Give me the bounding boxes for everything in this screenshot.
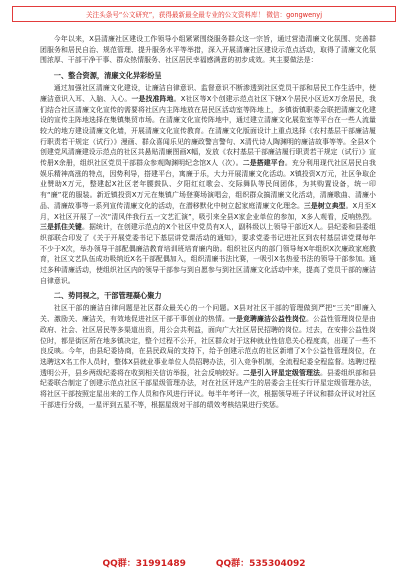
body-text-run: 。充分利用现代社区居民自我娱乐精神高涨的特点，因势利导，搭建平台，寓廉于乐，大力开展清廉文化活动。X镇投资X万元，社区争取企业赞助X万元，整建起X社区老年腰鼓队、夕阳红红歌会、交际舞队等民间团体，为其购置设备，统一印有“廉”花的服装。新近镇投资X万元在集镇广场登赛场演唱会，组织群众搞清廉文化活动，清廉歌曲、清廉小品、清廉故事等一系列宣传清廉文化的活动，在潜移默化中树立起家庭清廉文化理念。 [40, 159, 376, 210]
bold-lead-phrase: 三是树立典型 [303, 201, 346, 210]
footer-contact [0, 556, 408, 572]
body-text-run: 。据统计，在创建示范点的X个社区中党员有X人，副科级以上领导干部近X人。县纪委和县委组织部联合印发了《关于开展党委书记下基层讲党课活动的通知》，要求党委书记进社区到农村基层讲党课每年不少于X次，举办领导干部配偶廉洁教育培训班培育廉内助。组织社区内的部门领导每X年组织X次廉政家庭教育，社区文艺队伍成功吸纳近X名干部配偶加入，组织清廉书法比赛，一吸引X名热爱书法的领导干部参加。通过多种清廉活动，使组织社区内的领导干部参与到自愿参与到社区清廉文化活动中来，提高了党员干部的廉洁自律意识。 [40, 223, 376, 285]
bold-lead-phrase: 二是搭建平台 [242, 159, 285, 168]
body-text-run: 社区干部的廉洁自律问题是社区群众最关心的一个问题。X县对社区干部的管理做到严把“三关”即廉入关、激励关、廉洁关，有效地促进社区干部干事创业的热情。 [40, 304, 376, 324]
intro-paragraph [40, 34, 376, 66]
section-heading-1: 一、整合资源，清廉文化异彩纷呈 [53, 71, 162, 81]
bold-lead-phrase: 一是找准阵地 [131, 94, 174, 103]
body-text-run: 。县委组织部和县纪委联合制定了创建示范点社区干部星级管理办法，对在社区评选产生的居委会主任实行评星定级管理办法，将社区干部按照定星出来的工作人员和作风进行评议。每半年考评一次，根据领导班子评议和群众评议对社区干部进行分级，一星评到五星不等，根据星级对干部的绩效考核结果进行奖惩。 [40, 368, 376, 409]
qq-group-2[interactable]: QQ群：535304092 [215, 559, 306, 569]
promo-banner[interactable] [12, 6, 396, 22]
body-text-run: 。X月至X月，X社区开展了一次“清风伴我行五一文艺汇演”，吸引来全县X家企业单位的参加，X多人观看，反响热烈。 [40, 201, 376, 221]
body-text-run: 。公益性管理岗位是由政府、社会、社区居民等多渠道出资，用公会共利益，面向广大社区居民招聘的岗位。过去，在安排公益性岗位时，都是街区所在地多镇决定，整个过程不公开，社区群众对于这种就业性信息关心程度高，出现了一些不良反映。今年，由县纪委协商，在县民政局的支持下，给予创建示范点的社区新增了X个公益性管理岗位，在选聘这X名工作人员时，整体X县就业事业单位人员招聘办法，引入竞争机制，全流程纪委全程监督。选聘过程透明公开，县乡两级纪委将在收到相关信访举报，社会反响较好。 [40, 315, 376, 377]
qq-group-1[interactable]: QQ群：31991489 [102, 559, 186, 569]
document-body [40, 34, 376, 411]
body-text-run: 。X社区等X个创建示范点社区下辖X个居民小区近X万余居民，我们结合社区清廉文化宣传的需要将社区内主阵地放在居民区活动室等阵地上，多镇街镇职委会联把清廉文化建设的宣传主阵地选择在集镇集贸市场。在清廉文化宣传阵地中，通过建立清廉文化展览室等平台在一些人流量较大的地方建设清廉文化墙，开展清廉文化宣传教育。在清廉文化版面设计上重点选择《农村基层干部廉洁履行职责若干规定（试行）》漫画、群众喜闻乐见的廉政警言警句、X清代诗人陶渊明的廉洁故事等等。全县X个创建党风清廉建设示范点的社区共悬贴清廉图画X幅，发放《农村基层干部廉洁履行职责若干规定（试行）》宣传册X余册，组织社区党员干部群众参观陶渊明纪念馆X人（次）。 [40, 94, 376, 168]
section-1-paragraph [40, 83, 376, 286]
bold-lead-phrase: 一是竞聘廉洁公益性岗位 [229, 315, 307, 324]
body-text-run: 通过加强社区清廉文化建设，让廉洁自律意识、监督意识不断渗透到社区党员干部和居民工作生活中，使廉洁意识入耳、入脑、入心。 [40, 84, 376, 103]
section-2-paragraph [40, 303, 376, 410]
bold-lead-phrase: 二是引入评星定级管理法 [243, 368, 321, 377]
bold-lead-phrase: 三是抓住关键 [40, 223, 82, 232]
body-text-run: 今年以来，X县清廉社区建设工作领导小组紧紧围绕服务群众这一宗旨，通过营造清廉文化氛围、完善群团服务和居民自治、规范管理、提升服务水平等举措，深入开展清廉社区建设示范点活动，取得了清廉文化氛围浓厚、干部干净干事、群众热情服务、社区居民幸福感满意的初步成效。其主要做法是： [40, 35, 376, 65]
section-heading-2: 二、势同视之，干部管理凝心聚力 [53, 291, 162, 301]
promo-banner-text: 关注头条号“公文研究”，获得最新最全最专业的公文资料库！ 微信：gongwenyj [85, 11, 323, 19]
